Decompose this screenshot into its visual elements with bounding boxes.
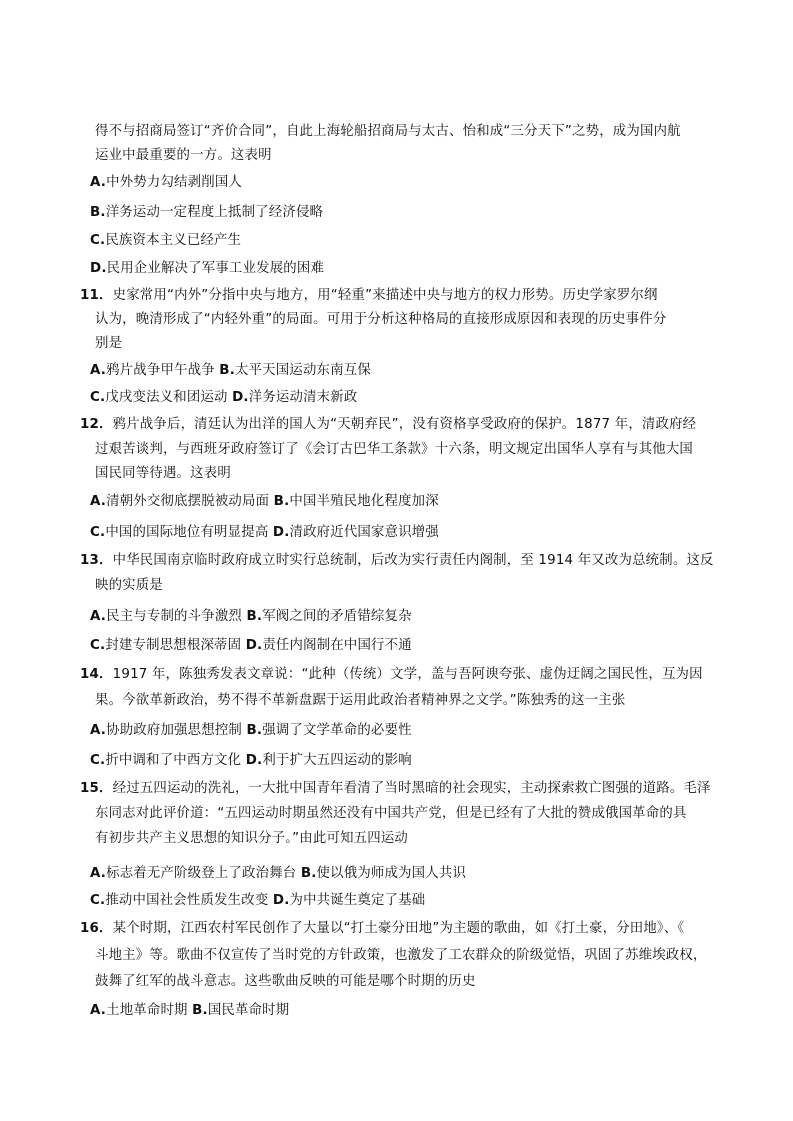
options-c-d: C.中国的国际地位有明显提高 D.清政府近代国家意识增强 bbox=[90, 525, 439, 540]
options-a-b: A.标志着无产阶级登上了政治舞台 B.使以俄为师成为国人共识 bbox=[90, 866, 467, 881]
question-text-line: 别是 bbox=[95, 336, 123, 351]
option-b: B.洋务运动一定程度上抵制了经济侵略 bbox=[90, 205, 324, 220]
question-text-line: 映的实质是 bbox=[95, 578, 163, 593]
options-c-d: C.折中调和了中西方文化 D.利于扩大五四运动的影响 bbox=[90, 753, 412, 768]
options-a-b: A.民主与专制的斗争激烈 B.军阀之间的矛盾错综复杂 bbox=[90, 609, 412, 624]
question-text-line: 鼓舞了红军的战斗意志。这些歌曲反映的可能是哪个时期的历史 bbox=[95, 974, 476, 989]
options-a-b: A.清朝外交彻底摆脱被动局面 B.中国半殖民地化程度加深 bbox=[90, 494, 439, 509]
question-13-stem: 13．中华民国南京临时政府成立时实行总统制，后改为实行责任内阁制，至 1914 年又改为总统制。这反 bbox=[80, 553, 714, 568]
question-12-stem: 12．鸦片战争后，清廷认为出洋的国人为“天朝弃民”，没有资格享受政府的保护。1877 年，清政府经 bbox=[80, 417, 697, 432]
question-number: 15． bbox=[80, 781, 113, 796]
question-text-line: 得不与招商局签订“齐价合同”，自此上海轮船招商局与太古、怡和成“三分天下”之势，成为国内航 bbox=[95, 124, 681, 139]
options-a-b: A.土地革命时期 B.国民革命时期 bbox=[90, 1003, 290, 1018]
question-number: 14． bbox=[80, 667, 113, 682]
question-number: 13． bbox=[80, 553, 113, 568]
question-number: 16． bbox=[80, 921, 113, 936]
options-c-d: C.封建专制思想根深蒂固 D.责任内阁制在中国行不通 bbox=[90, 638, 412, 653]
options-c-d: C.戊戌变法义和团运动 D.洋务运动清末新政 bbox=[90, 390, 358, 405]
question-text-line: 果。今欲革新政治，势不得不革新盘踞于运用此政治者精神界之文学。”陈独秀的这一主张 bbox=[95, 693, 626, 708]
question-text-line: 过艰苦谈判，与西班牙政府签订了《会订古巴华工条款》十六条，明文规定出国华人享有与其他大国 bbox=[95, 442, 693, 457]
question-text-line: 斗地主》等。歌曲不仅宣传了当时党的方针政策，也激发了工农群众的阶级觉悟，巩固了苏维埃政权， bbox=[95, 948, 707, 963]
question-text-line: 认为，晚清形成了“内轻外重”的局面。可用于分析这种格局的直接形成原因和表现的历史事件分 bbox=[95, 312, 667, 327]
question-15-stem: 15．经过五四运动的洗礼，一大批中国青年看清了当时黑暗的社会现实，主动探索救亡图强的道路。毛泽 bbox=[80, 781, 711, 796]
question-14-stem: 14．1917 年，陈独秀发表文章说：“此种（传统）文学，盖与吾阿谀夸张、虚伪迂阔之国民性，互为因 bbox=[80, 667, 703, 682]
options-c-d: C.推动中国社会性质发生改变 D.为中共诞生奠定了基础 bbox=[90, 893, 426, 908]
question-text-line: 运业中最重要的一方。这表明 bbox=[95, 148, 272, 163]
question-16-stem: 16．某个时期，江西农村军民创作了大量以“打土豪分田地”为主题的歌曲，如《打土豪，分田地》、《 bbox=[80, 921, 685, 936]
question-11-stem: 11．史家常用“内外”分指中央与地方，用“轻重”来描述中央与地方的权力形势。历史学家罗尔纲 bbox=[80, 288, 658, 303]
question-text-line: 有初步共产主义思想的知识分子。”由此可知五四运动 bbox=[95, 831, 409, 846]
option-d: D.民用企业解决了军事工业发展的困难 bbox=[90, 261, 325, 276]
option-a: A.中外势力勾结剥削国人 bbox=[90, 175, 243, 190]
options-a-b: A.协助政府加强思想控制 B.强调了文学革命的必要性 bbox=[90, 723, 412, 738]
question-number: 11． bbox=[80, 288, 113, 303]
question-text-line: 东同志对此评价道：“五四运动时期虽然还没有中国共产党，但是已经有了大批的赞成俄国革命的具 bbox=[95, 806, 687, 821]
option-c: C.民族资本主义已经产生 bbox=[90, 233, 242, 248]
question-text-line: 国民同等待遇。这表明 bbox=[95, 466, 231, 481]
question-number: 12． bbox=[80, 417, 113, 432]
options-a-b: A.鸦片战争甲午战争 B.太平天国运动东南互保 bbox=[90, 363, 371, 378]
